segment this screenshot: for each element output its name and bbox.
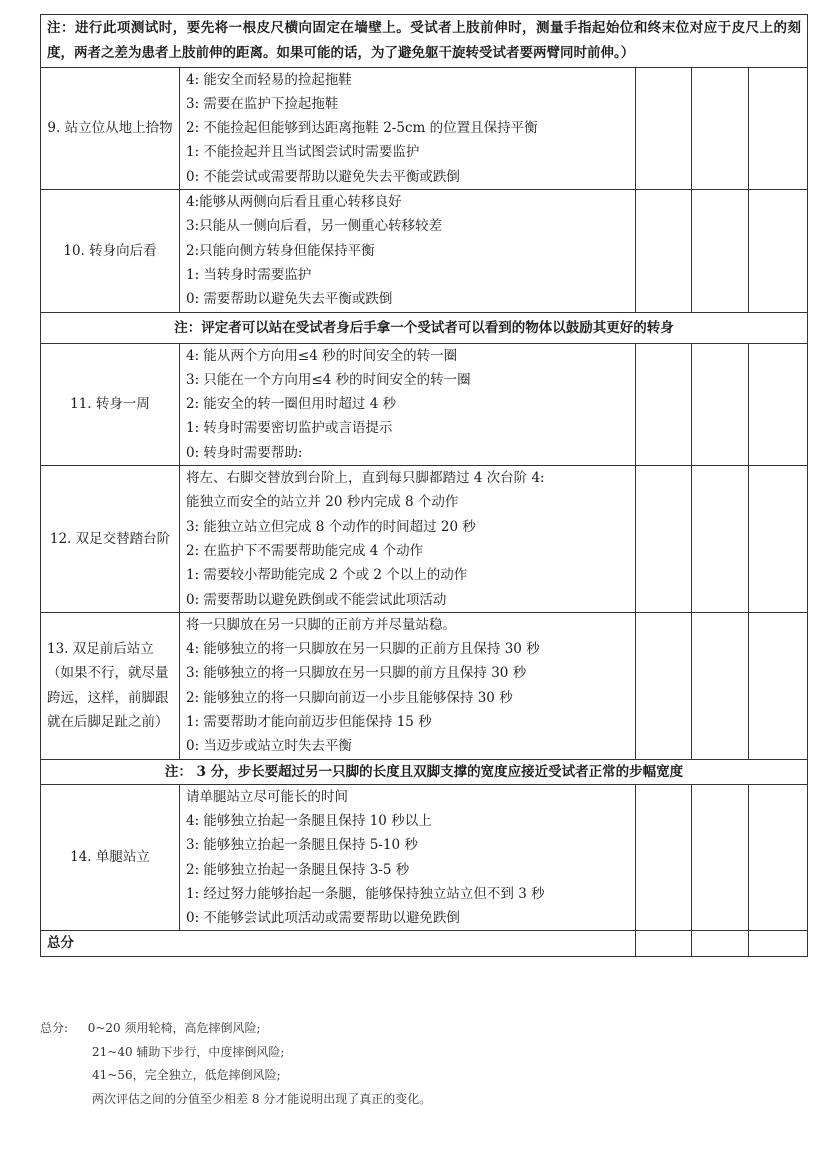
score-cell-2[interactable] bbox=[692, 190, 749, 312]
score-cell-2[interactable] bbox=[692, 466, 749, 613]
criteria-line: 3: 能够独立的将一只脚放在另一只脚的前方且保持 30 秒 bbox=[186, 665, 527, 682]
score-cell-1[interactable] bbox=[636, 190, 692, 312]
score-cell-1[interactable] bbox=[636, 343, 692, 465]
item-12-criteria bbox=[180, 466, 636, 613]
criteria-line: 1: 经过努力能够抬起一条腿，能够保持独立站立但不到 3 秒 bbox=[186, 885, 545, 902]
item-row bbox=[41, 343, 808, 465]
score-legend-line: 0~20 须用轮椅，高危摔倒风险; bbox=[87, 1021, 261, 1035]
total-row bbox=[41, 931, 808, 956]
total-label: 总分 bbox=[41, 931, 636, 956]
criteria-line: 0: 需要帮助以避免跌倒或不能尝试此项活动 bbox=[186, 591, 447, 608]
criteria-line: 将一只脚放在另一只脚的正前方并尽量站稳。 bbox=[186, 616, 456, 633]
criteria-line: 1: 当转身时需要监护 bbox=[186, 266, 312, 283]
score-legend-line: 两次评估之间的分值至少相差 8 分才能说明出现了真正的变化。 bbox=[92, 1091, 432, 1106]
criteria-line: 4:能够从两侧向后看且重心转移良好 bbox=[186, 194, 402, 211]
criteria-line: 0: 当迈步或站立时失去平衡 bbox=[186, 738, 352, 755]
criteria-line: 1: 需要帮助才能向前迈步但能保持 15 秒 bbox=[186, 714, 432, 731]
score-cell-1[interactable] bbox=[636, 67, 692, 189]
item-10-name: 10. 转身向后看 bbox=[41, 190, 180, 312]
item-14-criteria bbox=[180, 784, 636, 931]
top-note: 注：进行此项测试时，要先将一根皮尺横向固定在墙壁上。受试者上肢前伸时，测量手指起始位和终末位对应于皮尺上的刻度，两者之差为患者上肢前伸的距离。如果可能的话，为了避免躯干旋转受试者要两臂同时前伸。） bbox=[41, 15, 808, 68]
item-11-name: 11. 转身一周 bbox=[41, 343, 180, 465]
criteria-line: 将左、右脚交替放到台阶上，直到每只脚都踏过 4 次台阶 4: bbox=[186, 470, 545, 487]
score-cell-3[interactable] bbox=[749, 343, 808, 465]
score-cell-1[interactable] bbox=[636, 612, 692, 759]
score-cell-3[interactable] bbox=[749, 466, 808, 613]
criteria-line: 0: 转身时需要帮助: bbox=[186, 444, 303, 461]
score-cell-2[interactable] bbox=[692, 343, 749, 465]
criteria-line: 1: 不能捡起并且当试图尝试时需要监护 bbox=[186, 144, 420, 161]
criteria-line: 3:只能从一侧向后看，另一侧重心转移较差 bbox=[186, 218, 443, 235]
score-legend-line: 21~40 辅助下步行，中度摔倒风险; bbox=[92, 1044, 285, 1059]
turn-note: 注：评定者可以站在受试者身后手拿一个受试者可以看到的物体以鼓励其更好的转身 bbox=[41, 312, 808, 343]
item-9-name: 9. 站立位从地上拾物 bbox=[41, 67, 180, 189]
criteria-line: 能独立而安全的站立并 20 秒内完成 8 个动作 bbox=[186, 494, 459, 511]
item-12-name: 12. 双足交替踏台阶 bbox=[41, 466, 180, 613]
criteria-line: 0: 不能尝试或需要帮助以避免失去平衡或跌倒 bbox=[186, 168, 460, 185]
criteria-line: 0: 不能够尝试此项活动或需要帮助以避免跌倒 bbox=[186, 910, 460, 927]
criteria-line: 3: 能独立站立但完成 8 个动作的时间超过 20 秒 bbox=[186, 518, 476, 535]
total-score-cell-3[interactable] bbox=[749, 931, 808, 956]
criteria-line: 2: 在监护下不需要帮助能完成 4 个动作 bbox=[186, 542, 424, 559]
note-row bbox=[41, 312, 808, 343]
score-legend-prefix: 总分: bbox=[40, 1021, 69, 1035]
item-row bbox=[41, 67, 808, 189]
score-cell-2[interactable] bbox=[692, 612, 749, 759]
criteria-line: 4: 能够独立抬起一条腿且保持 10 秒以上 bbox=[186, 812, 432, 829]
criteria-line: 2: 能够独立抬起一条腿且保持 3-5 秒 bbox=[186, 861, 410, 878]
criteria-line: 2:只能向侧方转身但能保持平衡 bbox=[186, 242, 375, 259]
criteria-line: 1: 需要较小帮助能完成 2 个或 2 个以上的动作 bbox=[186, 567, 468, 584]
item-13-name: 13. 双足前后站立（如果不行，就尽量跨远，这样，前脚跟就在后脚足趾之前） bbox=[41, 612, 180, 759]
item-9-criteria bbox=[180, 67, 636, 189]
assessment-table bbox=[40, 14, 808, 957]
score-cell-3[interactable] bbox=[749, 190, 808, 312]
criteria-line: 4: 能够独立的将一只脚放在另一只脚的正前方且保持 30 秒 bbox=[186, 641, 540, 658]
criteria-line: 3: 需要在监护下捡起拖鞋 bbox=[186, 95, 339, 112]
total-score-cell-1[interactable] bbox=[636, 931, 692, 956]
score-cell-1[interactable] bbox=[636, 784, 692, 931]
step-note: 注： 3 分，步长要超过另一只脚的长度且双脚支撑的宽度应接近受试者正常的步幅宽度 bbox=[41, 759, 808, 784]
item-row bbox=[41, 612, 808, 759]
criteria-line: 4: 能从两个方向用≤4 秒的时间安全的转一圈 bbox=[186, 347, 458, 364]
item-14-name: 14. 单腿站立 bbox=[41, 784, 180, 931]
criteria-line: 3: 能够独立抬起一条腿且保持 5-10 秒 bbox=[186, 837, 418, 854]
criteria-line: 4: 能安全而轻易的捡起拖鞋 bbox=[186, 71, 352, 88]
criteria-line: 2: 不能捡起但能够到达距离拖鞋 2-5cm 的位置且保持平衡 bbox=[186, 120, 538, 137]
item-row bbox=[41, 466, 808, 613]
score-legend-line: 41~56，完全独立，低危摔倒风险; bbox=[92, 1068, 281, 1082]
score-legend-first-line bbox=[40, 1017, 431, 1041]
score-cell-2[interactable] bbox=[692, 67, 749, 189]
total-score-cell-2[interactable] bbox=[692, 931, 749, 956]
score-cell-1[interactable] bbox=[636, 466, 692, 613]
item-row bbox=[41, 784, 808, 931]
score-cell-2[interactable] bbox=[692, 784, 749, 931]
score-cell-3[interactable] bbox=[749, 784, 808, 931]
criteria-line: 请单腿站立尽可能长的时间 bbox=[186, 788, 348, 805]
criteria-line: 0: 需要帮助以避免失去平衡或跌倒 bbox=[186, 291, 393, 308]
criteria-line: 2: 能安全的转一圈但用时超过 4 秒 bbox=[186, 396, 397, 413]
criteria-line: 2: 能够独立的将一只脚向前迈一小步且能够保持 30 秒 bbox=[186, 689, 513, 706]
item-row bbox=[41, 190, 808, 312]
top-note-row bbox=[41, 15, 808, 68]
item-10-criteria bbox=[180, 190, 636, 312]
item-11-criteria bbox=[180, 343, 636, 465]
criteria-line: 3: 只能在一个方向用≤4 秒的时间安全的转一圈 bbox=[186, 371, 471, 388]
item-13-criteria bbox=[180, 612, 636, 759]
score-legend bbox=[40, 1017, 431, 1111]
criteria-line: 1: 转身时需要密切监护或言语提示 bbox=[186, 420, 393, 437]
score-cell-3[interactable] bbox=[749, 67, 808, 189]
note-row bbox=[41, 759, 808, 784]
score-cell-3[interactable] bbox=[749, 612, 808, 759]
